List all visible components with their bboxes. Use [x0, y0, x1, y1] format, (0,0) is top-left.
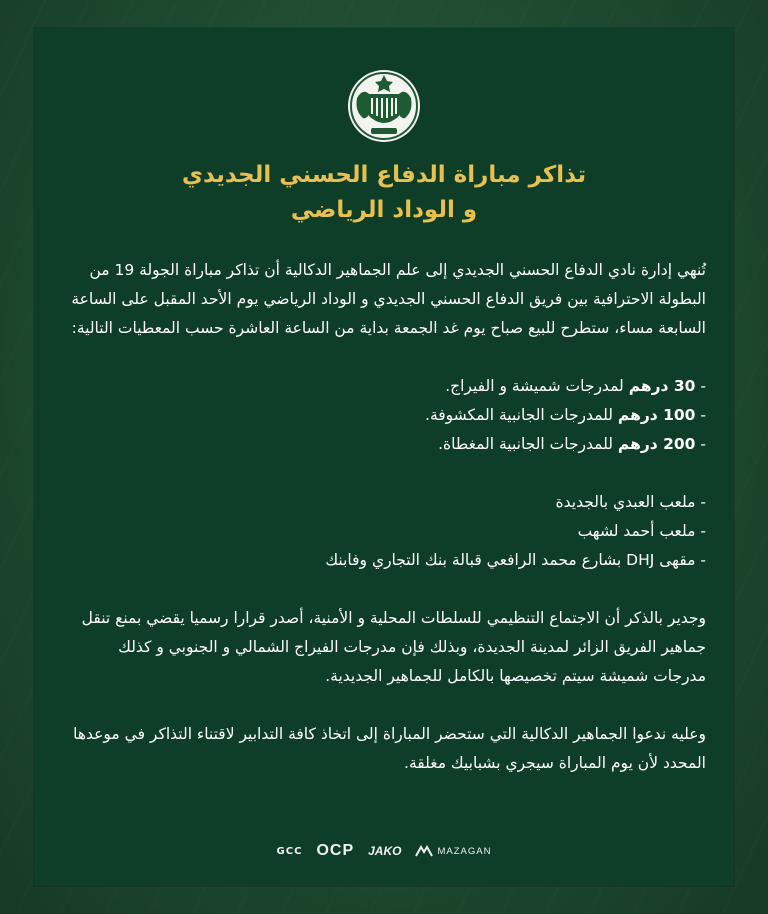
sponsor-jako-logo: JAKO: [368, 844, 402, 858]
price-description: لمدرجات شميشة و الفيراج.: [445, 377, 624, 395]
notice-paragraph: وجدير بالذكر أن الاجتماع التنظيمي للسلطات المحلية و الأمنية، أصدر قرارا رسميا يقضي بمنع تنقل جماهير الفريق الزائر لمدينة الجديدة، وبذلك فإن مدرجات الفيراج الشمالي و الجنوبي و كذلك مدرجات شميشة سيتم تخصيصها بالكامل للجماهير الجديدية.: [81, 609, 706, 685]
price-item: - 30 درهم لمدرجات شميشة و الفيراج.: [445, 377, 706, 395]
location-text: ملعب العبدي بالجديدة: [555, 493, 696, 511]
location-text: مقهى DHJ بشارع محمد الرافعي قبالة بنك التجاري وفابنك: [325, 551, 696, 569]
sponsor-logos: [34, 840, 734, 862]
price-description: للمدرجات الجانبية المغطاة.: [438, 435, 613, 453]
club-crest-logo: [347, 66, 421, 144]
page-title: [74, 158, 694, 228]
announcement-panel: [34, 28, 734, 886]
price-item: - 100 درهم للمدرجات الجانبية المكشوفة.: [425, 406, 706, 424]
price-amount: 30 درهم: [628, 377, 696, 395]
intro-paragraph: تُنهي إدارة نادي الدفاع الحسني الجديدي إلى علم الجماهير الدكالية أن تذاكر مباراة الجولة 19 من البطولة الاحترافية بين فريق الدفاع الحسني الجديدي و الوداد الرياضي يوم الأحد المقبل على الساعة السابعة مساء، ستطرح للبيع صباح يوم غد الجمعة بداية من الساعة العاشرة حسب المعطيات التالية:: [71, 261, 706, 337]
announcement-body: [62, 256, 706, 778]
location-text: ملعب أحمد لشهب: [577, 522, 696, 540]
price-amount: 200 درهم: [617, 435, 696, 453]
location-item: - ملعب أحمد لشهب: [577, 522, 706, 540]
title-line-2: و الوداد الرياضي: [290, 197, 478, 223]
closing-paragraph: وعليه ندعوا الجماهير الدكالية التي ستحضر المباراة إلى اتخاذ كافة التدابير لاقتناء التذاكر في موعدها المحدد لأن يوم المباراة سيجري بشبابيك مغلقة.: [73, 725, 706, 772]
sponsor-mazagan-logo: [415, 844, 491, 858]
price-amount: 100 درهم: [617, 406, 696, 424]
sponsor-gcc-logo: GCC: [276, 845, 303, 857]
mazagan-wave-icon: [415, 844, 433, 858]
location-item: - مقهى DHJ بشارع محمد الرافعي قبالة بنك التجاري وفابنك: [325, 551, 706, 569]
title-line-1: تذاكر مباراة الدفاع الحسني الجديدي: [181, 162, 587, 188]
sponsor-ocp-logo: OCP: [316, 842, 355, 859]
location-item: - ملعب العبدي بالجديدة: [555, 493, 706, 511]
price-description: للمدرجات الجانبية المكشوفة.: [425, 406, 613, 424]
sponsor-mazagan-label: MAZAGAN: [437, 845, 492, 857]
price-item: - 200 درهم للمدرجات الجانبية المغطاة.: [438, 435, 706, 453]
